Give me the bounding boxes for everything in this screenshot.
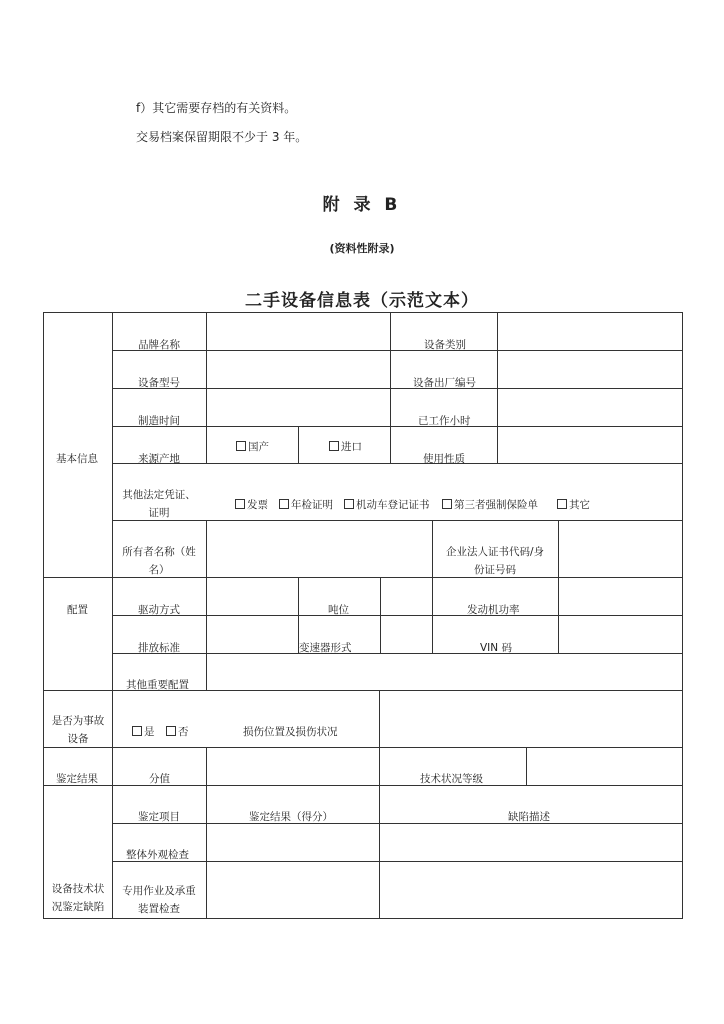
special-check-line2: 装置检查 — [138, 903, 180, 915]
option-no[interactable] — [166, 724, 189, 739]
other-certs-label — [112, 486, 206, 522]
other-certs-line1: 其他法定凭证、 — [122, 489, 196, 501]
brand-name-label: 品牌名称 — [138, 339, 180, 351]
model-label: 设备型号 — [138, 377, 180, 389]
option-domestic[interactable] — [236, 439, 269, 454]
accident-label — [44, 712, 112, 748]
accident-label-line1: 是否为事故 — [51, 715, 105, 727]
section-defects — [44, 880, 112, 916]
table-title: 二手设备信息表（示范文本） — [245, 291, 479, 311]
checkbox-icon[interactable] — [344, 499, 354, 509]
option-no-label: 否 — [178, 726, 189, 738]
option-import-label: 进口 — [341, 441, 362, 453]
cert-insurance-label: 第三者强制保险单 — [454, 499, 538, 511]
cert-other[interactable] — [557, 497, 590, 512]
vin-label: VIN 码 — [480, 642, 512, 654]
tonnage-label: 吨位 — [328, 604, 349, 616]
section-basic-info: 基本信息 — [56, 453, 98, 465]
origin-label: 来源产地 — [138, 453, 180, 465]
cert-invoice-label: 发票 — [247, 499, 268, 511]
checkbox-icon[interactable] — [557, 499, 567, 509]
cert-vehicle[interactable] — [344, 497, 430, 512]
section-config: 配置 — [67, 604, 88, 616]
checkbox-icon[interactable] — [236, 441, 246, 451]
work-hours-label: 已工作小时 — [418, 415, 471, 427]
mfg-time-label: 制造时间 — [138, 415, 180, 427]
inspect-item-header: 鉴定项目 — [138, 811, 180, 823]
corp-code-label — [432, 543, 558, 579]
clause-f: f）其它需要存档的有关资料。 — [136, 101, 297, 115]
owner-name-label — [112, 543, 206, 579]
checkbox-icon[interactable] — [166, 726, 176, 736]
usage-nature-label: 使用性质 — [423, 453, 465, 465]
owner-name-line1: 所有者名称（姓 — [122, 546, 196, 558]
cert-insurance[interactable] — [442, 497, 538, 512]
defect-desc-header: 缺陷描述 — [508, 811, 550, 823]
checkbox-icon[interactable] — [235, 499, 245, 509]
cert-other-label: 其它 — [569, 499, 590, 511]
other-config-label: 其他重要配置 — [126, 679, 189, 691]
special-check-line1: 专用作业及承重 — [122, 885, 196, 897]
option-yes[interactable] — [132, 724, 155, 739]
checkbox-icon[interactable] — [132, 726, 142, 736]
cert-invoice[interactable] — [235, 497, 268, 512]
appendix-subtitle: (资料性附录) — [329, 242, 395, 255]
section-defects-line2: 况鉴定缺陷 — [51, 901, 105, 913]
option-yes-label: 是 — [144, 726, 155, 738]
appendix-title: 附 录 B — [322, 195, 402, 215]
checkbox-icon[interactable] — [279, 499, 289, 509]
corp-code-line1: 企业法人证书代码/身 — [445, 546, 545, 558]
transmission-label: 变速器形式 — [299, 642, 352, 654]
checkbox-icon[interactable] — [442, 499, 452, 509]
inspect-result-header: 鉴定结果（得分） — [249, 811, 333, 823]
emission-label: 排放标准 — [138, 642, 180, 654]
retention-note: 交易档案保留期限不少于 3 年。 — [136, 130, 308, 144]
other-certs-line2: 证明 — [148, 507, 170, 519]
cert-annual-label: 年检证明 — [291, 499, 333, 511]
accident-label-line2: 设备 — [67, 733, 89, 745]
corp-code-line2: 份证号码 — [474, 564, 516, 576]
cert-vehicle-label: 机动车登记证书 — [356, 499, 430, 511]
section-defects-line1: 设备技术状 — [51, 883, 105, 895]
equipment-type-label: 设备类别 — [424, 339, 466, 351]
owner-name-line2: 名） — [148, 564, 170, 576]
drive-mode-label: 驱动方式 — [138, 604, 180, 616]
option-domestic-label: 国产 — [248, 441, 269, 453]
factory-no-label: 设备出厂编号 — [413, 377, 476, 389]
special-check-label — [112, 882, 206, 918]
exterior-check-label: 整体外观检查 — [126, 849, 189, 861]
cert-annual[interactable] — [279, 497, 333, 512]
tech-grade-label: 技术状况等级 — [420, 773, 483, 785]
option-import[interactable] — [329, 439, 362, 454]
damage-label: 损伤位置及损伤状况 — [243, 726, 338, 738]
engine-power-label: 发动机功率 — [467, 604, 520, 616]
section-result: 鉴定结果 — [56, 773, 98, 785]
checkbox-icon[interactable] — [329, 441, 339, 451]
score-label: 分值 — [149, 773, 170, 785]
